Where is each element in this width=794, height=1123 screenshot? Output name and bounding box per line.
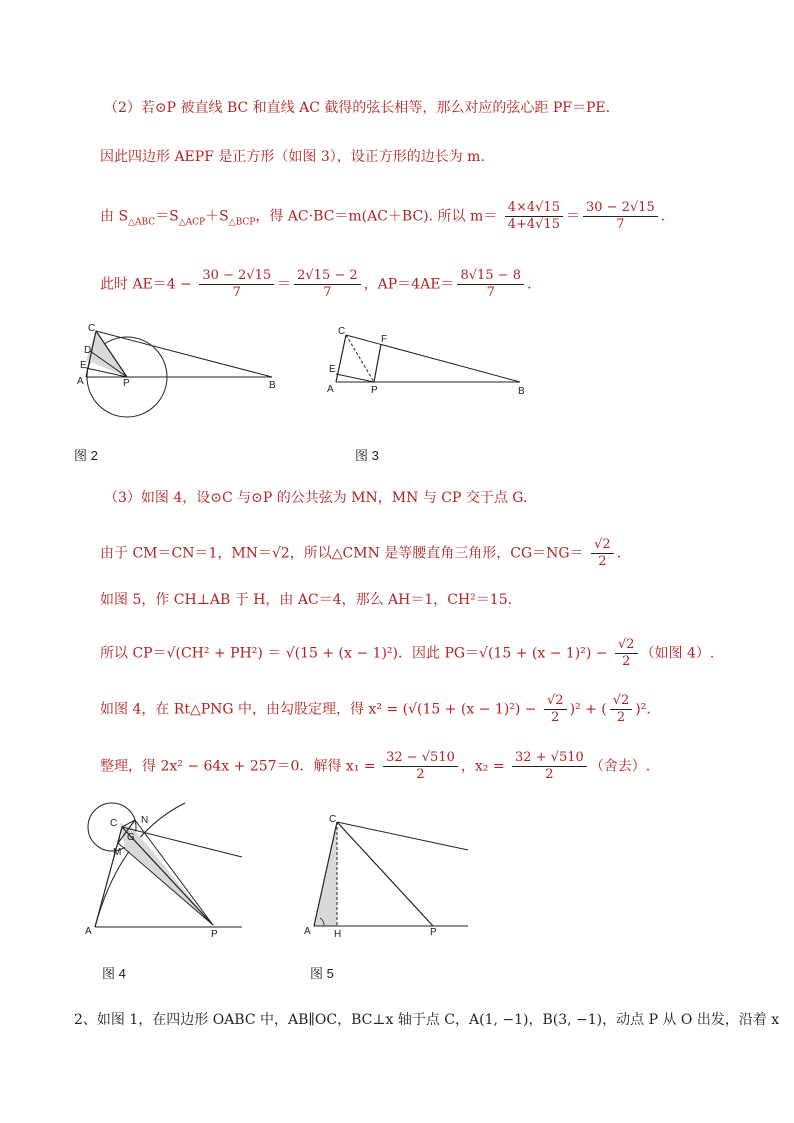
segment-cb xyxy=(346,335,520,382)
numerator: √2 xyxy=(591,537,614,554)
label-p: P xyxy=(371,385,378,396)
segment-mp xyxy=(118,843,213,925)
fraction xyxy=(457,268,524,301)
para-quadratic xyxy=(100,750,650,783)
numerator: 32 − √510 xyxy=(383,750,458,767)
fraction xyxy=(383,750,458,783)
subscript: △ABC xyxy=(128,217,156,228)
text: ，得 AC·BC＝m(AC＋BC). 所以 m＝ xyxy=(255,208,498,225)
text: )² + ( xyxy=(569,701,607,718)
para-ch: 如图 5，作 CH⊥AB 于 H，由 AC＝4，那么 AH＝1，CH²＝15. xyxy=(100,592,513,608)
text: ，AP＝4AE＝ xyxy=(363,276,455,293)
denominator: 2 xyxy=(545,767,554,782)
text: 整理，得 2x² − 64x + 257＝0．解得 x₁ = xyxy=(100,758,376,775)
line-c-ray xyxy=(337,822,468,850)
text: ＝ xyxy=(277,276,292,293)
denominator: 2 xyxy=(416,767,425,782)
denominator: 2 xyxy=(616,710,626,725)
label-e: E xyxy=(329,364,336,375)
denominator: 7 xyxy=(616,217,625,232)
denominator: 2 xyxy=(551,710,560,725)
figure-5 xyxy=(300,808,475,942)
label-p: P xyxy=(430,927,437,938)
fraction xyxy=(610,693,633,726)
segment-ep xyxy=(336,374,374,382)
label-n: N xyxy=(141,815,149,826)
para-3-intro: （3）如图 4，设⊙C 与⊙P 的公共弦为 MN，MN 与 CP 交于点 G. xyxy=(104,490,528,506)
fraction xyxy=(544,693,567,726)
caption-fig3: 图 3 xyxy=(355,448,379,463)
para-area-equation: 由 $S_{\triangle ABC}=S_{\triangle ACP}+S_{\triangle BCP}$，得 AC·BC＝m(AC＋BC). 所以 m＝ $\frac{4\times 4√15}{4+4√15}$ ＝ $\frac{30 - 2√15}{7}$ . xyxy=(100,200,666,232)
fraction xyxy=(583,200,658,233)
segment-cp xyxy=(337,822,433,926)
label-d: D xyxy=(84,345,92,356)
caption-fig2: 图 2 xyxy=(74,448,98,463)
label-h: H xyxy=(334,929,342,938)
text: 所以 CP＝√(CH² + PH²) ＝ √(15 + (x − 1)²)．因此 PG＝√(15 + (x − 1)²) − xyxy=(100,645,608,662)
fraction xyxy=(615,637,638,670)
numerator: 2√15 − 2 xyxy=(294,268,361,285)
denominator: 7 xyxy=(323,285,332,300)
para-2-intro: （2）若⊙P 被直线 BC 和直线 AC 截得的弦长相等，那么对应的弦心距 PF＝PE. xyxy=(104,100,611,116)
numerator: 30 − 2√15 xyxy=(583,200,658,217)
label-a: A xyxy=(77,376,84,387)
label-p: P xyxy=(211,929,218,940)
label-b: B xyxy=(269,380,276,391)
denominator: 7 xyxy=(232,285,241,300)
label-c: C xyxy=(110,818,118,829)
para-cp-pg xyxy=(100,637,714,670)
numerator: 32 + √510 xyxy=(512,750,587,767)
text: 由 S xyxy=(100,208,129,225)
label-f: F xyxy=(381,334,388,345)
segment-np xyxy=(135,820,213,925)
segment-cp xyxy=(122,827,213,925)
numerator: 4×4√15 xyxy=(505,200,563,217)
figure-4 xyxy=(80,795,250,944)
para-square: 因此四边形 AEPF 是正方形（如图 3），设正方形的边长为 m. xyxy=(100,149,485,165)
label-m: M xyxy=(113,847,122,858)
numerator: 8√15 − 8 xyxy=(457,268,524,285)
label-p: P xyxy=(123,378,130,389)
arc-circle-p xyxy=(95,803,185,927)
para-pythagoras xyxy=(100,693,651,726)
para-ae-ap: 此时 AE＝4 − $\frac{30 - 2√15}{7}$ ＝ $\frac{2√15 - 2}{7}$ ，AP＝4AE＝ $\frac{8√15 - 8}{7}$ . xyxy=(100,268,532,300)
label-c: C xyxy=(329,814,337,825)
fraction xyxy=(199,268,274,301)
numerator: 30 − 2√15 xyxy=(199,268,274,285)
text: 此时 AE＝4 − xyxy=(100,276,192,293)
label-b: B xyxy=(518,386,525,397)
figure-3 xyxy=(322,322,537,406)
denominator: 7 xyxy=(486,285,495,300)
segment-pf xyxy=(374,344,381,382)
fraction xyxy=(505,200,563,233)
text: 如图 4，在 Rt△PNG 中，由勾股定理，得 x² = (√(15 + (x − 1)²) − xyxy=(100,701,537,718)
label-g: G xyxy=(127,832,135,843)
figure-2 xyxy=(72,318,287,432)
text: ，x₂ = xyxy=(460,758,505,775)
text: （如图 4）. xyxy=(640,645,715,662)
denominator: 2 xyxy=(598,554,607,569)
subscript: △BCP xyxy=(228,217,256,228)
text: ＝ xyxy=(565,208,580,225)
para-cmn: 由于 CM＝CN＝1，MN＝√2，所以△CMN 是等腰直角三角形，CG＝NG＝ $\frac{√2}{2}$ . xyxy=(100,537,622,569)
denominator: 2 xyxy=(622,654,631,669)
label-e: E xyxy=(80,360,87,371)
numerator: √2 xyxy=(610,693,633,710)
text: ＝S xyxy=(155,208,179,225)
problem-2-statement: 2、如图 1，在四边形 OABC 中，AB∥OC，BC⊥x 轴于点 C，A(1, −1)，B(3, −1)，动点 P 从 O 出发，沿着 x xyxy=(74,1012,780,1028)
label-c: C xyxy=(338,326,346,337)
text: ＋S xyxy=(205,208,229,225)
caption-fig4: 图 4 xyxy=(102,966,126,981)
label-a: A xyxy=(327,384,334,395)
text: 由于 CM＝CN＝1，MN＝√2，所以△CMN 是等腰直角三角形，CG＝NG＝ xyxy=(100,545,584,562)
text: （舍去）. xyxy=(589,758,651,775)
segment-cp-dashed xyxy=(346,335,374,382)
subscript: △ACP xyxy=(178,217,206,228)
fraction xyxy=(294,268,361,301)
numerator: √2 xyxy=(544,693,567,710)
fraction xyxy=(512,750,587,783)
caption-fig5: 图 5 xyxy=(310,966,334,981)
label-a: A xyxy=(85,926,92,937)
label-a: A xyxy=(304,926,311,937)
numerator: √2 xyxy=(615,637,638,654)
fraction xyxy=(591,537,614,570)
text: )². xyxy=(635,701,651,718)
label-c: C xyxy=(88,323,96,334)
denominator: 4+4√15 xyxy=(507,217,560,232)
